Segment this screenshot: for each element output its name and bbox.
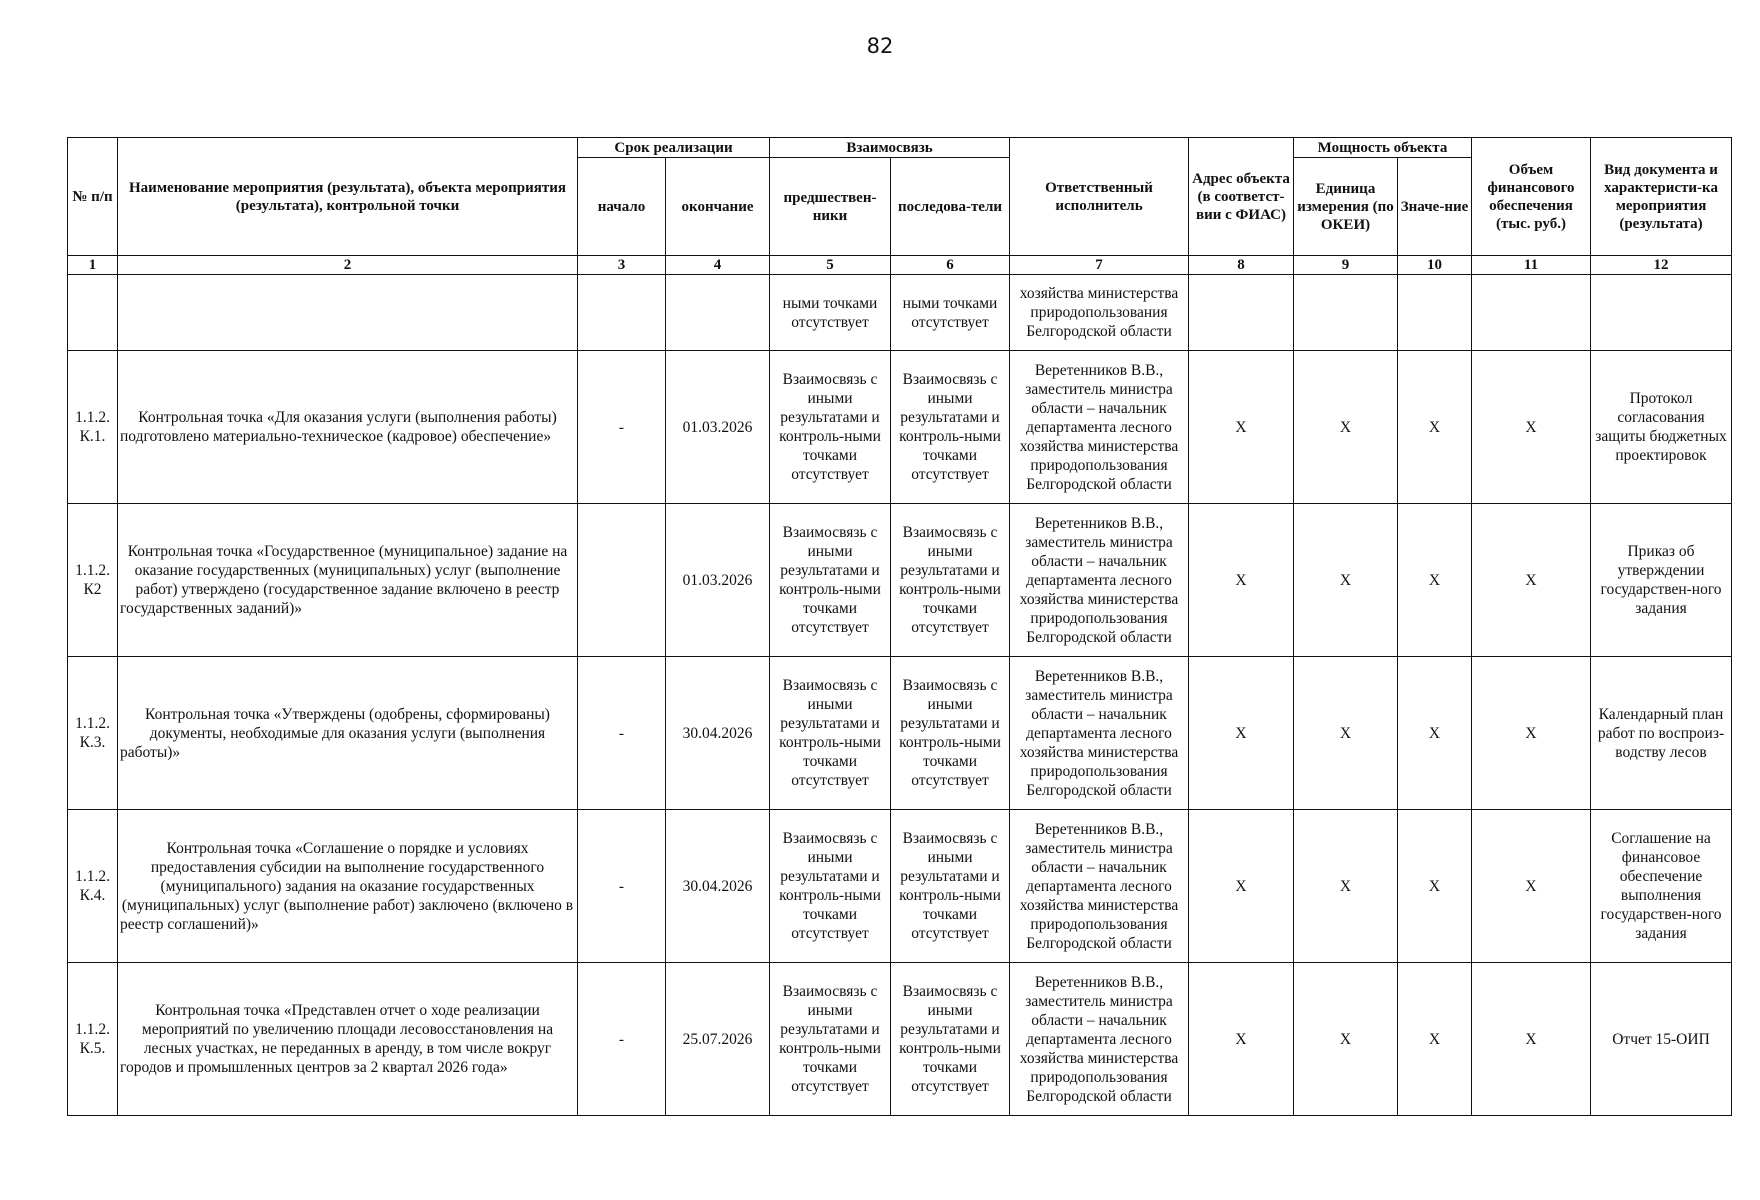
cell-value: X bbox=[1398, 657, 1472, 810]
column-number: 6 bbox=[891, 256, 1010, 275]
cell-prev: Взаимосвязь с иными результатами и контроль-ными точками отсутствует bbox=[770, 504, 891, 657]
page-number: 82 bbox=[866, 34, 894, 58]
header-relation-next: последова-тели bbox=[891, 158, 1010, 256]
cell-unit: X bbox=[1294, 351, 1398, 504]
cell-doc: Отчет 15-ОИП bbox=[1591, 963, 1732, 1116]
cell-name: Контрольная точка «Представлен отчет о ходе реализации мероприятий по увеличению площади лесовосстановления на лесных участках, не переданных в аренду, в том числе вокруг городов и промышленных центров за 2 квартал 2026 года» bbox=[118, 963, 578, 1116]
column-number: 10 bbox=[1398, 256, 1472, 275]
cell-doc: Приказ об утверждении государствен-ного задания bbox=[1591, 504, 1732, 657]
cell-next: Взаимосвязь с иными результатами и контроль-ными точками отсутствует bbox=[891, 657, 1010, 810]
table-row bbox=[68, 351, 1732, 504]
column-number: 1 bbox=[68, 256, 118, 275]
header-address: Адрес объекта (в соответст-вии с ФИАС) bbox=[1189, 138, 1294, 256]
cell-executor: Веретенников В.В., заместитель министра области – начальник департамента лесного хозяйства министерства природопользования Белгородской области bbox=[1010, 810, 1189, 963]
cell-executor: хозяйства министерства природопользования Белгородской области bbox=[1010, 275, 1189, 351]
cell-name: Контрольная точка «Для оказания услуги (выполнения работы) подготовлено материально-техническое (кадровое) обеспечение» bbox=[118, 351, 578, 504]
cell-unit: X bbox=[1294, 504, 1398, 657]
cell-unit: X bbox=[1294, 963, 1398, 1116]
cell-start: - bbox=[578, 963, 666, 1116]
column-numbers-row bbox=[68, 256, 1732, 275]
cell-end: 25.07.2026 bbox=[666, 963, 770, 1116]
header-value: Значе-ние bbox=[1398, 158, 1472, 256]
cell-next: Взаимосвязь с иными результатами и контроль-ными точками отсутствует bbox=[891, 963, 1010, 1116]
cell-value bbox=[1398, 275, 1472, 351]
column-number: 4 bbox=[666, 256, 770, 275]
cell-address: X bbox=[1189, 963, 1294, 1116]
cell-num: 1.1.2. К2 bbox=[68, 504, 118, 657]
cell-start bbox=[578, 275, 666, 351]
column-number: 8 bbox=[1189, 256, 1294, 275]
cell-prev: ными точками отсутствует bbox=[770, 275, 891, 351]
cell-finance bbox=[1472, 275, 1591, 351]
cell-finance: X bbox=[1472, 351, 1591, 504]
cell-name: Контрольная точка «Соглашение о порядке и условиях предоставления субсидии на выполнение государственного (муниципального) задания на оказание государственных (муниципальных) услуг (выполнение работ) заключено (включено в реестр соглашений)» bbox=[118, 810, 578, 963]
column-number: 5 bbox=[770, 256, 891, 275]
table-row bbox=[68, 657, 1732, 810]
cell-end: 01.03.2026 bbox=[666, 351, 770, 504]
cell-name bbox=[118, 275, 578, 351]
column-number: 2 bbox=[118, 256, 578, 275]
cell-next: ными точками отсутствует bbox=[891, 275, 1010, 351]
header-capacity-group: Мощность объекта bbox=[1294, 138, 1472, 158]
cell-next: Взаимосвязь с иными результатами и контроль-ными точками отсутствует bbox=[891, 351, 1010, 504]
cell-address: X bbox=[1189, 351, 1294, 504]
header-doc-type: Вид документа и характеристи-ка мероприятия (результата) bbox=[1591, 138, 1732, 256]
table-row bbox=[68, 810, 1732, 963]
cell-address: X bbox=[1189, 810, 1294, 963]
cell-unit: X bbox=[1294, 657, 1398, 810]
cell-end bbox=[666, 275, 770, 351]
cell-value: X bbox=[1398, 351, 1472, 504]
cell-end: 30.04.2026 bbox=[666, 810, 770, 963]
cell-value: X bbox=[1398, 963, 1472, 1116]
cell-num bbox=[68, 275, 118, 351]
cell-num: 1.1.2. К.5. bbox=[68, 963, 118, 1116]
cell-value: X bbox=[1398, 504, 1472, 657]
cell-finance: X bbox=[1472, 657, 1591, 810]
cell-finance: X bbox=[1472, 504, 1591, 657]
header-executor: Ответственный исполнитель bbox=[1010, 138, 1189, 256]
cell-doc bbox=[1591, 275, 1732, 351]
cell-executor: Веретенников В.В., заместитель министра области – начальник департамента лесного хозяйства министерства природопользования Белгородской области bbox=[1010, 351, 1189, 504]
column-number: 7 bbox=[1010, 256, 1189, 275]
cell-start: - bbox=[578, 810, 666, 963]
cell-start bbox=[578, 504, 666, 657]
cell-prev: Взаимосвязь с иными результатами и контроль-ными точками отсутствует bbox=[770, 963, 891, 1116]
column-number: 3 bbox=[578, 256, 666, 275]
cell-executor: Веретенников В.В., заместитель министра области – начальник департамента лесного хозяйства министерства природопользования Белгородской области bbox=[1010, 963, 1189, 1116]
cell-next: Взаимосвязь с иными результатами и контроль-ными точками отсутствует bbox=[891, 810, 1010, 963]
cell-doc: Соглашение на финансовое обеспечение выполнения государствен-ного задания bbox=[1591, 810, 1732, 963]
cell-num: 1.1.2. К.1. bbox=[68, 351, 118, 504]
control-points-table bbox=[67, 137, 1732, 1116]
cell-unit: X bbox=[1294, 810, 1398, 963]
cell-unit bbox=[1294, 275, 1398, 351]
cell-finance: X bbox=[1472, 963, 1591, 1116]
header-relation-prev: предшествен-ники bbox=[770, 158, 891, 256]
cell-prev: Взаимосвязь с иными результатами и контроль-ными точками отсутствует bbox=[770, 351, 891, 504]
column-number: 12 bbox=[1591, 256, 1732, 275]
header-period-start: начало bbox=[578, 158, 666, 256]
column-number: 9 bbox=[1294, 256, 1398, 275]
cell-end: 01.03.2026 bbox=[666, 504, 770, 657]
cell-prev: Взаимосвязь с иными результатами и контроль-ными точками отсутствует bbox=[770, 657, 891, 810]
cell-executor: Веретенников В.В., заместитель министра области – начальник департамента лесного хозяйства министерства природопользования Белгородской области bbox=[1010, 657, 1189, 810]
cell-next: Взаимосвязь с иными результатами и контроль-ными точками отсутствует bbox=[891, 504, 1010, 657]
cell-num: 1.1.2. К.4. bbox=[68, 810, 118, 963]
cell-end: 30.04.2026 bbox=[666, 657, 770, 810]
header-finance: Объем финансового обеспечения (тыс. руб.) bbox=[1472, 138, 1591, 256]
header-relation-group: Взаимосвязь bbox=[770, 138, 1010, 158]
header-unit: Единица измерения (по ОКЕИ) bbox=[1294, 158, 1398, 256]
header-period-end: окончание bbox=[666, 158, 770, 256]
cell-prev: Взаимосвязь с иными результатами и контроль-ными точками отсутствует bbox=[770, 810, 891, 963]
cell-start: - bbox=[578, 657, 666, 810]
cell-address: X bbox=[1189, 657, 1294, 810]
header-name: Наименование мероприятия (результата), объекта мероприятия (результата), контрольной точки bbox=[118, 138, 578, 256]
cell-finance: X bbox=[1472, 810, 1591, 963]
cell-name: Контрольная точка «Утверждены (одобрены, сформированы) документы, необходимые для оказания услуги (выполнения работы)» bbox=[118, 657, 578, 810]
column-number: 11 bbox=[1472, 256, 1591, 275]
cell-doc: Протокол согласования защиты бюджетных проектировок bbox=[1591, 351, 1732, 504]
table-row bbox=[68, 504, 1732, 657]
cell-value: X bbox=[1398, 810, 1472, 963]
table-row bbox=[68, 963, 1732, 1116]
cell-name: Контрольная точка «Государственное (муниципальное) задание на оказание государственных (муниципальных) услуг (выполнение работ) утверждено (государственное задание включено в реестр государственных заданий)» bbox=[118, 504, 578, 657]
cell-doc: Календарный план работ по воспроиз-водству лесов bbox=[1591, 657, 1732, 810]
cell-start: - bbox=[578, 351, 666, 504]
cell-executor: Веретенников В.В., заместитель министра области – начальник департамента лесного хозяйства министерства природопользования Белгородской области bbox=[1010, 504, 1189, 657]
header-period-group: Срок реализации bbox=[578, 138, 770, 158]
cell-address bbox=[1189, 275, 1294, 351]
cell-address: X bbox=[1189, 504, 1294, 657]
header-num: № п/п bbox=[68, 138, 118, 256]
continuation-row bbox=[68, 275, 1732, 351]
cell-num: 1.1.2. К.3. bbox=[68, 657, 118, 810]
